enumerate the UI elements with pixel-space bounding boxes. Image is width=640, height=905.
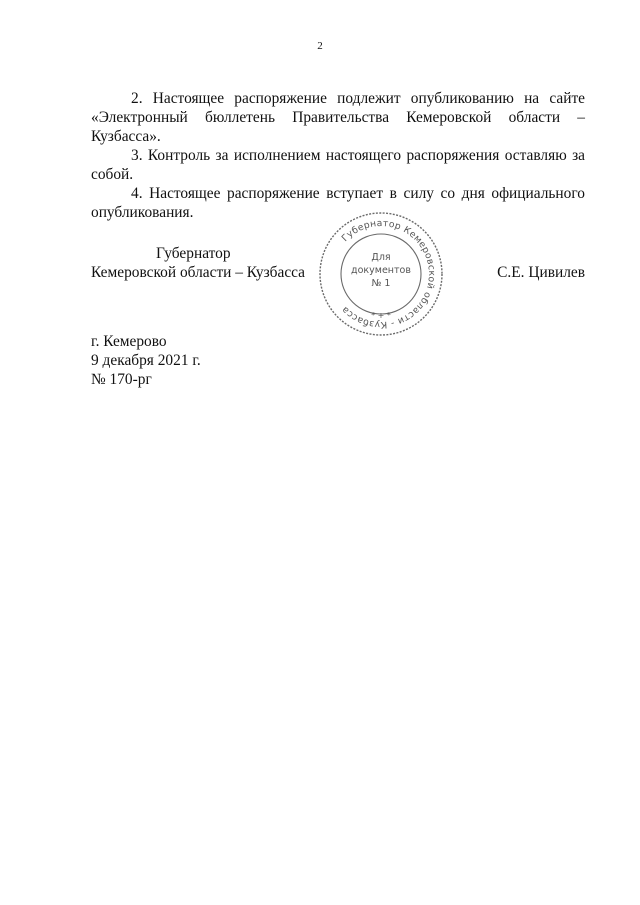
paragraph-effective-date: 4. Настоящее распоряжение вступает в силу со дня официального опубликования. — [91, 185, 585, 221]
stamp-seal-graphic — [318, 211, 444, 337]
stamp-ring-text: Губернатор Кемеровской области - Кузбасса — [339, 217, 438, 331]
paragraph-control: 3. Контроль за исполнением настоящего распоряжения оставляю за собой. — [91, 147, 585, 183]
signer-position-region: Кемеровской области – Кузбасса — [91, 264, 306, 281]
stamp-center-line-3: № 1 — [371, 278, 391, 289]
official-stamp — [318, 211, 444, 337]
page-number: 2 — [317, 40, 323, 52]
signer-position-title: Губернатор — [156, 245, 231, 262]
stamp-stars: * + * — [371, 311, 391, 320]
issue-city: г. Кемерово — [91, 333, 167, 350]
stamp-center-line-2: документов — [351, 265, 411, 276]
document-footer — [91, 332, 201, 389]
paragraph-publication: 2. Настоящее распоряжение подлежит опубликованию на сайте «Электронный бюллетень Правительства Кемеровской области – Кузбасса». — [91, 90, 585, 145]
signer-name: С.Е. Цивилев — [497, 264, 585, 281]
document-number: № 170-рг — [91, 371, 152, 388]
stamp-center-line-1: Для — [371, 252, 391, 263]
issue-date: 9 декабря 2021 г. — [91, 352, 201, 369]
document-body — [91, 89, 585, 222]
